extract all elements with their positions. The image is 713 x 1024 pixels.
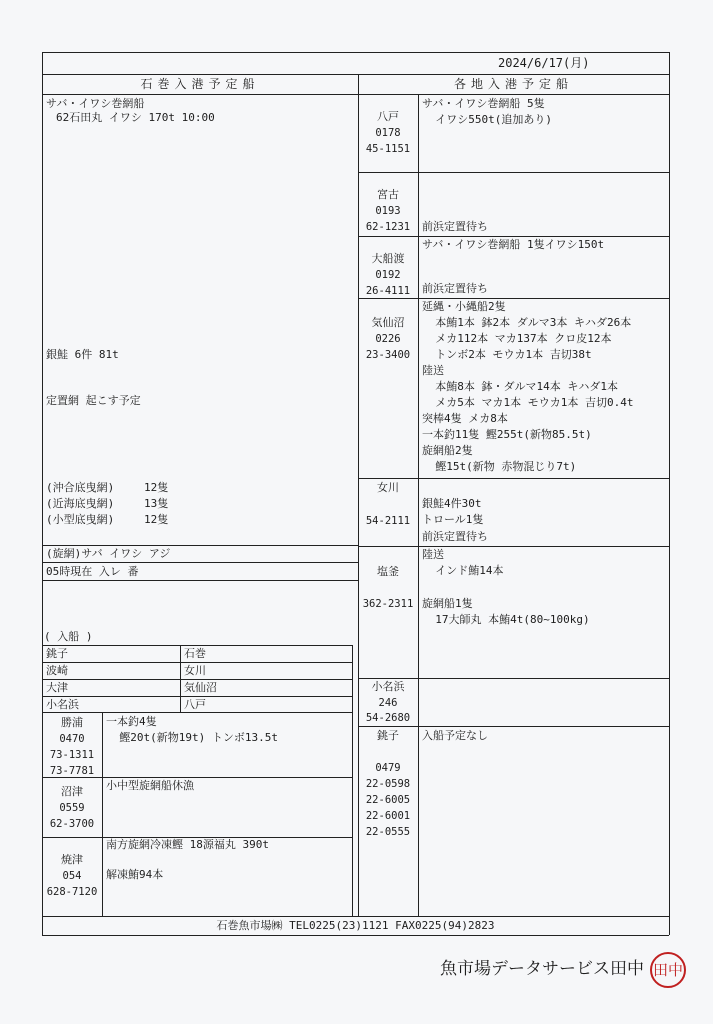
port-table-row xyxy=(42,679,352,680)
region-tel: 45-1151 xyxy=(365,143,411,155)
region-line: 鰹15t(新物 赤物混じり7t) xyxy=(422,460,577,473)
body-bottom xyxy=(42,916,669,917)
region-port: 小名浜 xyxy=(371,680,405,693)
left-header: 石巻入港予定船 xyxy=(140,77,260,91)
region-port: 女川 xyxy=(377,481,399,494)
region-sep xyxy=(358,172,669,173)
region-line: 旋網船2隻 xyxy=(422,444,473,457)
port-cell: 波崎 xyxy=(46,664,68,677)
region-tel: 362-2311 xyxy=(362,598,414,610)
seine-species: (旋網)サバ イワシ アジ xyxy=(46,547,171,560)
region-port: 宮古 xyxy=(377,188,399,201)
region-tel: 22-6005 xyxy=(365,794,411,806)
lower-line: 南方旋網冷凍鰹 18源福丸 390t xyxy=(106,838,269,851)
trawl-label: (小型底曳網) xyxy=(46,513,115,526)
port-table-row xyxy=(42,696,352,697)
lower-line: 一本釣4隻 xyxy=(106,715,157,728)
region-line: 17大師丸 本鮪4t(80~100kg) xyxy=(422,613,590,626)
region-tel: 0226 xyxy=(375,333,401,345)
region-tel: 23-3400 xyxy=(365,349,411,361)
region-line: 銀鮭4件30t xyxy=(422,497,482,510)
region-line: サバ・イワシ巻網船 1隻イワシ150t xyxy=(422,238,605,251)
region-line: 本鮪8本 鉢・ダルマ14本 キハダ1本 xyxy=(422,380,618,393)
lower-line: 鰹20t(新物19t) トンボ13.5t xyxy=(106,731,278,744)
region-sep xyxy=(358,546,669,547)
region-line: 突棒4隻 メカ8本 xyxy=(422,412,508,425)
region-line: インド鮪14本 xyxy=(422,564,504,577)
purse-seine-title: サバ・イワシ巻網船 xyxy=(46,97,145,110)
region-tel: 0178 xyxy=(375,127,401,139)
region-port: 八戸 xyxy=(377,110,399,123)
port-cell: 小名浜 xyxy=(46,698,79,711)
region-sep xyxy=(358,678,669,679)
silver-salmon: 銀鮭 6件 81t xyxy=(46,348,119,361)
region-tel: 0193 xyxy=(375,205,401,217)
arrival-status: 05時現在 入レ 番 xyxy=(46,565,139,578)
region-port: 塩釜 xyxy=(377,565,399,578)
region-tel: 0192 xyxy=(375,269,401,281)
region-line: 前浜定置待ち xyxy=(422,282,488,295)
lower-tel: 62-3700 xyxy=(49,818,95,830)
port-cell: 女川 xyxy=(184,664,206,677)
region-sep xyxy=(358,478,669,479)
port-cell: 石巻 xyxy=(184,647,206,660)
region-line: 旋網船1隻 xyxy=(422,597,473,610)
region-line: メカ112本 マカ137本 クロ皮12本 xyxy=(422,332,612,345)
region-line: トンボ2本 モウカ1本 吉切38t xyxy=(422,348,592,361)
header-row-bottom xyxy=(42,94,669,95)
port-cell: 大津 xyxy=(46,681,68,694)
frame-top xyxy=(42,52,669,53)
region-tel: 22-0598 xyxy=(365,778,411,790)
trawl-value: 13隻 xyxy=(144,497,169,510)
footer-contact: 石巻魚市場㈱ TEL0225(23)1121 FAX0225(94)2823 xyxy=(216,919,495,932)
region-port: 大船渡 xyxy=(371,252,405,265)
right-header: 各地入港予定船 xyxy=(453,77,573,91)
lower-line: 解凍鮪94本 xyxy=(106,868,164,881)
lower-tel: 054 xyxy=(62,870,82,882)
region-line: メカ5本 マカ1本 モウカ1本 吉切0.4t xyxy=(422,396,634,409)
seal-stamp: 田中 xyxy=(650,952,686,988)
region-line: サバ・イワシ巻網船 5隻 xyxy=(422,97,545,110)
region-line: 入船予定なし xyxy=(422,729,488,742)
left-sep xyxy=(42,545,358,546)
region-line: 前浜定置待ち xyxy=(422,530,488,543)
lower-port: 勝浦 xyxy=(61,716,83,729)
lower-tel: 73-7781 xyxy=(49,765,95,777)
region-line: 前浜定置待ち xyxy=(422,220,488,233)
region-sep xyxy=(358,298,669,299)
region-line: 陸送 xyxy=(422,548,444,561)
report-date: 2024/6/17(月) xyxy=(498,56,590,70)
region-tel: 26-4111 xyxy=(365,285,411,297)
region-sep xyxy=(358,726,669,727)
lower-tel: 0470 xyxy=(59,733,85,745)
region-tel: 22-6001 xyxy=(365,810,411,822)
port-cell: 気仙沼 xyxy=(184,681,217,694)
trawl-label: (沖合底曳網) xyxy=(46,481,115,494)
region-sep xyxy=(358,236,669,237)
arrival-title: ( 入船 ) xyxy=(44,630,93,643)
trawl-label: (近海底曳網) xyxy=(46,497,115,510)
region-line: 一本釣11隻 鰹255t(新物85.5t) xyxy=(422,428,592,441)
date-row-bottom xyxy=(42,74,669,75)
port-cell: 八戸 xyxy=(184,698,206,711)
lower-port: 焼津 xyxy=(61,853,83,866)
lower-divider xyxy=(102,712,103,916)
set-net-note: 定置網 起こす予定 xyxy=(46,394,141,407)
region-line: 延縄・小縄船2隻 xyxy=(422,300,506,313)
lower-right-edge xyxy=(352,645,353,916)
left-sep xyxy=(42,562,358,563)
trawl-value: 12隻 xyxy=(144,481,169,494)
region-port: 銚子 xyxy=(377,729,399,742)
region-line: 陸送 xyxy=(422,364,444,377)
region-tel: 246 xyxy=(378,697,398,709)
region-tel: 62-1231 xyxy=(365,221,411,233)
region-tel: 0479 xyxy=(375,762,401,774)
region-divider xyxy=(418,94,419,916)
region-line: トロール1隻 xyxy=(422,513,484,526)
region-tel: 22-0555 xyxy=(365,826,411,838)
left-sep xyxy=(42,580,358,581)
port-table-top xyxy=(42,645,352,646)
port-table-row xyxy=(42,662,352,663)
lower-tel: 73-1311 xyxy=(49,749,95,761)
lower-port: 沼津 xyxy=(61,785,83,798)
port-cell: 銚子 xyxy=(46,647,68,660)
frame-right xyxy=(669,52,670,935)
port-table-bottom xyxy=(42,712,352,713)
region-port: 気仙沼 xyxy=(371,316,405,329)
frame-bottom xyxy=(42,935,669,936)
region-line: イワシ550t(追加あり) xyxy=(422,113,552,126)
lower-tel: 0559 xyxy=(59,802,85,814)
signature: 魚市場データサービス田中 xyxy=(440,959,644,979)
purse-seine-entry: 62石田丸 イワシ 170t 10:00 xyxy=(56,111,215,124)
region-line: 本鮪1本 鉢2本 ダルマ3本 キハダ26本 xyxy=(422,316,632,329)
port-table-divider xyxy=(180,645,181,712)
region-tel: 54-2111 xyxy=(365,515,411,527)
lower-tel: 628-7120 xyxy=(46,886,98,898)
region-tel: 54-2680 xyxy=(365,712,411,724)
lower-line: 小中型旋網船休漁 xyxy=(106,779,194,792)
trawl-value: 12隻 xyxy=(144,513,169,526)
